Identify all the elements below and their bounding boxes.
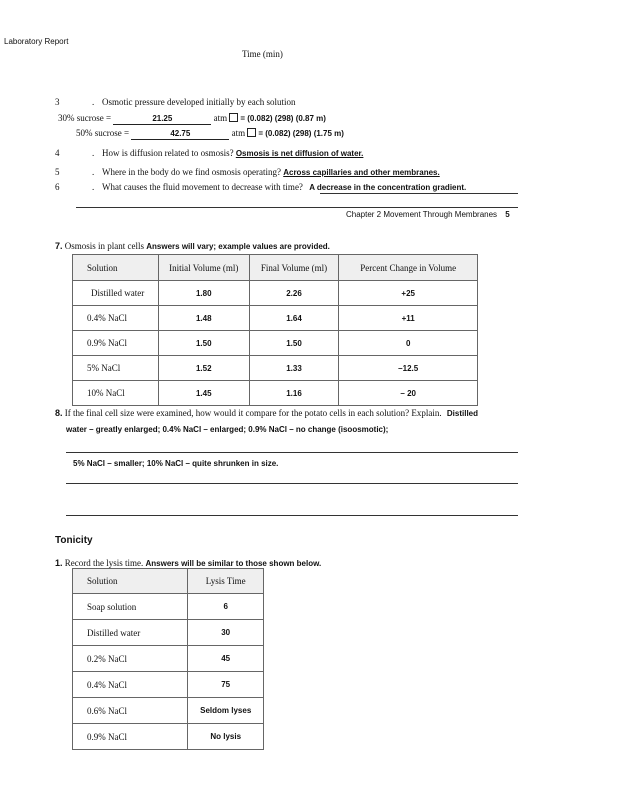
q3-line2-value: 42.75	[131, 129, 229, 140]
table-cell: 0.4% NaCl	[73, 306, 159, 331]
q7-line	[55, 241, 330, 251]
table-row	[73, 281, 478, 306]
answer-line	[66, 515, 518, 516]
q4-number: 4	[55, 148, 60, 158]
table-row	[73, 698, 264, 724]
q6-answer: A decrease in the concentration gradient.	[309, 183, 467, 192]
q8-question: If the final cell size were examined, how would it compare for the potato cells in each solution? Explain.	[64, 408, 442, 418]
q5-number: 5	[55, 167, 60, 177]
table-cell: 0.6% NaCl	[73, 698, 188, 724]
answer-line	[76, 207, 518, 208]
q3-line1-value: 21.25	[113, 114, 211, 125]
table-cell: 0.9% NaCl	[73, 331, 159, 356]
q8-number: 8.	[55, 408, 63, 418]
table-cell: +11	[339, 306, 478, 331]
table-cell: 0	[339, 331, 478, 356]
table-cell: No lysis	[188, 724, 264, 750]
table-cell: Soap solution	[73, 594, 188, 620]
q6-number: 6	[55, 182, 60, 192]
tonicity-q1-note: Answers will be similar to those shown below.	[145, 559, 322, 568]
table-row	[73, 356, 478, 381]
table-cell: –12.5	[339, 356, 478, 381]
answer-line	[66, 483, 518, 484]
table-row	[73, 672, 264, 698]
header-cell: Initial Volume (ml)	[158, 255, 249, 281]
table-cell: +25	[339, 281, 478, 306]
table-cell: 1.52	[158, 356, 249, 381]
q8-line	[55, 408, 478, 418]
table-cell: 1.80	[158, 281, 249, 306]
table-cell: 6	[188, 594, 264, 620]
q7-note: Answers will vary; example values are provided.	[146, 242, 330, 251]
q3-question: Osmotic pressure developed initially by each solution	[102, 97, 296, 107]
q5-answer: Across capillaries and other membranes.	[283, 168, 440, 177]
table-cell: 45	[188, 646, 264, 672]
q5-line	[102, 167, 440, 177]
q7-number: 7.	[55, 241, 63, 251]
q3-line1-prefix: 30% sucrose =	[58, 113, 112, 123]
q5-dot: .	[92, 167, 95, 177]
q6-question: What causes the fluid movement to decrease with time?	[102, 182, 303, 192]
table-cell: 2.26	[249, 281, 339, 306]
q4-dot: .	[92, 148, 95, 158]
table-row	[73, 646, 264, 672]
table-row	[73, 381, 478, 406]
table-cell: 5% NaCl	[73, 356, 159, 381]
time-axis-label: Time (min)	[242, 49, 283, 59]
q8-answer-start: Distilled	[446, 409, 479, 418]
header-cell: Solution	[73, 255, 159, 281]
table-cell: 1.33	[249, 356, 339, 381]
table-cell: 75	[188, 672, 264, 698]
plant-cells-table	[72, 254, 478, 406]
q3-line2	[76, 128, 344, 140]
q3-line2-suffix: atm	[231, 128, 246, 138]
table-cell: 1.16	[249, 381, 339, 406]
lysis-table	[72, 568, 264, 750]
table-cell: Seldom lyses	[188, 698, 264, 724]
table-cell: Distilled water	[73, 620, 188, 646]
tonicity-q1-line	[55, 558, 321, 568]
q3-line1-formula: = (0.082) (298) (0.87 m)	[240, 114, 326, 123]
tonicity-q1-question: Record the lysis time.	[64, 558, 144, 568]
header-cell: Lysis Time	[188, 569, 264, 594]
q7-question: Osmosis in plant cells	[64, 241, 145, 251]
table-cell: 0.9% NaCl	[73, 724, 188, 750]
table-row	[73, 620, 264, 646]
q5-question: Where in the body do we find osmosis operating?	[102, 167, 281, 177]
tonicity-heading: Tonicity	[55, 535, 93, 546]
table-header-row	[73, 255, 478, 281]
table-cell: 1.48	[158, 306, 249, 331]
table-row	[73, 724, 264, 750]
checkbox-icon	[247, 128, 256, 137]
table-cell: 1.45	[158, 381, 249, 406]
table-cell: 10% NaCl	[73, 381, 159, 406]
table-row	[73, 594, 264, 620]
table-cell: 1.64	[249, 306, 339, 331]
page-number: 5	[505, 210, 510, 219]
q4-line	[102, 148, 363, 158]
chapter-title: Chapter 2 Movement Through Membranes	[346, 210, 498, 219]
answer-line	[66, 452, 518, 453]
answer-line	[320, 193, 518, 194]
q3-dot: .	[92, 97, 95, 107]
q4-answer: Osmosis is net diffusion of water.	[235, 149, 364, 158]
table-cell: 1.50	[249, 331, 339, 356]
q6-line	[102, 182, 466, 192]
chapter-footer	[346, 210, 510, 219]
tonicity-q1-number: 1.	[55, 558, 63, 568]
report-label: Laboratory Report	[4, 37, 69, 46]
q8-answer-line3: 5% NaCl – smaller; 10% NaCl – quite shrunken in size.	[73, 459, 279, 468]
table-cell: 0.4% NaCl	[73, 672, 188, 698]
table-cell: 1.50	[158, 331, 249, 356]
table-header-row	[73, 569, 264, 594]
table-cell: Distilled water	[73, 281, 159, 306]
header-cell: Solution	[73, 569, 188, 594]
q3-line1-suffix: atm	[213, 113, 228, 123]
q4-question: How is diffusion related to osmosis?	[102, 148, 234, 158]
table-row	[73, 306, 478, 331]
q6-dot: .	[92, 182, 95, 192]
table-row	[73, 331, 478, 356]
table-cell: – 20	[339, 381, 478, 406]
q8-answer-line2: water – greatly enlarged; 0.4% NaCl – enlarged; 0.9% NaCl – no change (isoosmotic);	[66, 425, 389, 434]
q3-line1	[58, 113, 326, 125]
checkbox-icon	[229, 113, 238, 122]
table-cell: 30	[188, 620, 264, 646]
table-cell: 0.2% NaCl	[73, 646, 188, 672]
q3-line2-formula: = (0.082) (298) (1.75 m)	[258, 129, 344, 138]
header-cell: Final Volume (ml)	[249, 255, 339, 281]
header-cell: Percent Change in Volume	[339, 255, 478, 281]
q3-number: 3	[55, 97, 60, 107]
q3-line2-prefix: 50% sucrose =	[76, 128, 130, 138]
